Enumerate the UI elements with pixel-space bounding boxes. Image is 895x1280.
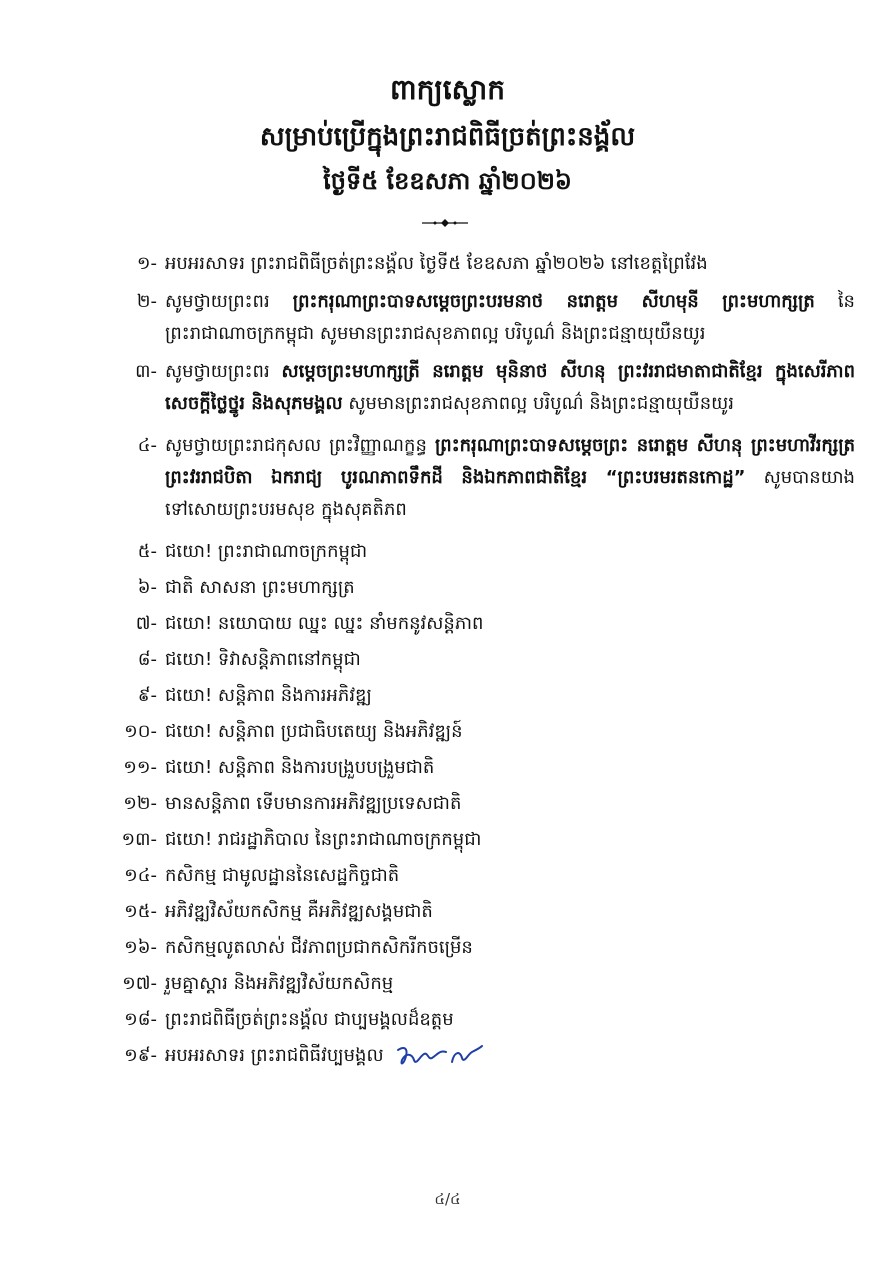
- item-text: [165, 752, 855, 784]
- item-number: ៨-: [137, 649, 157, 670]
- list-item: [0, 248, 895, 280]
- item-text-span: ជយោ! សន្តិភាព ប្រជាធិបតេយ្យ និងអភិវឌ្ឍន៍: [165, 721, 463, 742]
- item-number: ១២-: [123, 793, 157, 814]
- item-text: [165, 572, 855, 604]
- document-date: ថ្ងៃទី៥ ខែឧសភា ឆ្នាំ២០២៦: [323, 167, 572, 195]
- list-item: [0, 1004, 895, 1036]
- item-text-span: សូមមានព្រះរាជសុខភាពល្អ បរិបូណ៌ និងព្រះជន្មាយុយឺនយូរ: [342, 393, 734, 414]
- item-text: [165, 608, 855, 640]
- item-text-bold: ព្រះករុណាព្រះបាទសម្តេចព្រះ នរោត្តម សីហនុ ព្រះមហាវីរក្សត្រ ព្រះវររាជបិតា ឯករាជ្យ បូរណភាពទឹកដី និងឯកភាពជាតិខ្មែរ “ព្រះបរមរតនកោដ្ឋ”: [165, 435, 855, 488]
- list-item: [0, 860, 895, 892]
- item-text: [165, 788, 855, 820]
- handwritten-signature-icon: [394, 1042, 484, 1070]
- item-text-span: សូមថ្វាយព្រះរាជកុសល ព្រះវិញ្ញាណក្ខន្ធ: [165, 435, 435, 456]
- item-text: [165, 644, 855, 676]
- list-item: [0, 752, 895, 784]
- item-text-span: អបអរសាទរ ព្រះរាជពិធីវប្បមង្គល: [165, 1045, 384, 1066]
- item-text: [165, 932, 855, 964]
- item-number: ១៣-: [121, 829, 157, 850]
- item-text-span: ជយោ! នយោបាយ ឈ្នះ ឈ្នះ នាំមកនូវសន្តិភាព: [165, 613, 484, 634]
- item-text-span: ជាតិ សាសនា ព្រះមហាក្សត្រ: [165, 577, 355, 598]
- item-text-span: នៃព្រះរាជាណាចក្រកម្ពុជា សូមមានព្រះរាជសុខភាពល្អ បរិបូណ៌ និងព្រះជន្មាយុយឺនយូរ: [165, 291, 855, 344]
- slogan-list: [0, 248, 895, 1076]
- list-item: [0, 644, 895, 676]
- document-title: ពាក្យស្លោក: [390, 73, 505, 106]
- list-item: [0, 788, 895, 820]
- item-number: ៣-: [135, 361, 157, 382]
- item-text: [165, 286, 855, 350]
- item-text-span: អភិវឌ្ឍវិស័យកសិកម្ម គឺអភិវឌ្ឍសង្គមជាតិ: [165, 901, 433, 922]
- list-item: [0, 968, 895, 1000]
- item-text-span: សូមថ្វាយព្រះពរ: [165, 361, 282, 382]
- list-item: [0, 572, 895, 604]
- item-number: ១៧-: [122, 973, 157, 994]
- item-text-span: ជយោ! ព្រះរាជាណាចក្រកម្ពុជា: [165, 541, 368, 562]
- list-item: [0, 536, 895, 568]
- list-item: [0, 286, 895, 350]
- item-number: ១-: [136, 253, 157, 274]
- divider-ornament-icon: [420, 218, 470, 228]
- item-text-span: អបអរសាទរ ព្រះរាជពិធីច្រត់ព្រះនង្គ័ល ថ្ងៃទី៥ ខែឧសភា ឆ្នាំ២០២៦ នៅខេត្តព្រៃវែង: [165, 253, 708, 274]
- page-number: ៤/៤: [434, 1190, 461, 1208]
- item-text: [165, 1004, 855, 1036]
- item-text-span: រួមគ្នាស្តារ និងអភិវឌ្ឍវិស័យកសិកម្ម: [165, 973, 394, 994]
- item-text: [165, 536, 855, 568]
- item-number: ២-: [136, 291, 157, 312]
- list-item: [0, 680, 895, 712]
- item-text: [165, 248, 855, 280]
- item-number: ៩-: [137, 685, 157, 706]
- item-text: [165, 824, 855, 856]
- list-item: [0, 896, 895, 928]
- item-text-bold: សម្តេចព្រះមហាក្សត្រី នរោត្តម មុនិនាថ សីហនុ ព្រះវររាជមាតាជាតិខ្មែរ ក្នុងសេរីភាព សេចក្តីថ្លៃថ្នូរ និងសុភមង្គល: [165, 361, 855, 414]
- item-number: ១០-: [124, 721, 157, 742]
- item-number: ១៨-: [124, 1009, 157, 1030]
- item-text-span: ជយោ! ទិវាសន្តិភាពនៅកម្ពុជា: [165, 649, 361, 670]
- item-text: [165, 968, 855, 1000]
- item-number: ១៦-: [124, 937, 157, 958]
- item-number: ១៤-: [124, 865, 157, 886]
- item-text: [165, 896, 855, 928]
- list-item: [0, 356, 895, 420]
- list-item: [0, 932, 895, 964]
- item-number: ៥-: [137, 541, 157, 562]
- item-text-span: កសិកម្ម ជាមូលដ្ឋាននៃសេដ្ឋកិច្ចជាតិ: [165, 865, 400, 886]
- item-text-span: សូមបានយាងទៅសោយព្រះបរមសុខ ក្នុងសុគតិភព: [165, 467, 855, 520]
- item-number: ១៩-: [124, 1045, 157, 1066]
- item-text-span: ព្រះរាជពិធីច្រត់ព្រះនង្គ័ល ជាប្បមង្គលដ៏ឧត្តម: [165, 1009, 454, 1030]
- item-text: [165, 680, 855, 712]
- item-text: [165, 860, 855, 892]
- list-item: [0, 716, 895, 748]
- item-text-span: ជយោ! សន្តិភាព និងការបង្រួបបង្រួមជាតិ: [165, 757, 435, 778]
- item-text: [165, 356, 855, 420]
- item-text: [165, 716, 855, 748]
- item-number: ៤-: [137, 435, 157, 456]
- item-text: [165, 430, 855, 526]
- list-item: [0, 608, 895, 640]
- list-item: [0, 430, 895, 526]
- item-text: [165, 1040, 855, 1072]
- item-text-bold: ព្រះករុណាព្រះបាទសម្តេចព្រះបរមនាថ នរោត្តម សីហមុនី ព្រះមហាក្សត្រ: [292, 291, 815, 312]
- list-item: [0, 824, 895, 856]
- item-text-span: កសិកម្មលូតលាស់ ជីវភាពប្រជាកសិករីកចម្រើន: [165, 937, 473, 958]
- list-item: [0, 1040, 895, 1072]
- item-number: ១១-: [123, 757, 157, 778]
- item-number: ៦-: [137, 577, 157, 598]
- item-number: ៧-: [135, 613, 157, 634]
- item-text-span: ជយោ! រាជរដ្ឋាភិបាល នៃព្រះរាជាណាចក្រកម្ពុជា: [165, 829, 482, 850]
- item-text-span: ជយោ! សន្តិភាព និងការអភិវឌ្ឍ: [165, 685, 372, 706]
- item-text-span: មានសន្តិភាព ទើបមានការអភិវឌ្ឍប្រទេសជាតិ: [165, 793, 462, 814]
- document-subtitle: សម្រាប់ប្រើក្នុងព្រះរាជពិធីច្រត់ព្រះនង្គ័ល: [259, 122, 636, 152]
- item-number: ១៥-: [124, 901, 157, 922]
- item-text-span: សូមថ្វាយព្រះពរ: [165, 291, 293, 312]
